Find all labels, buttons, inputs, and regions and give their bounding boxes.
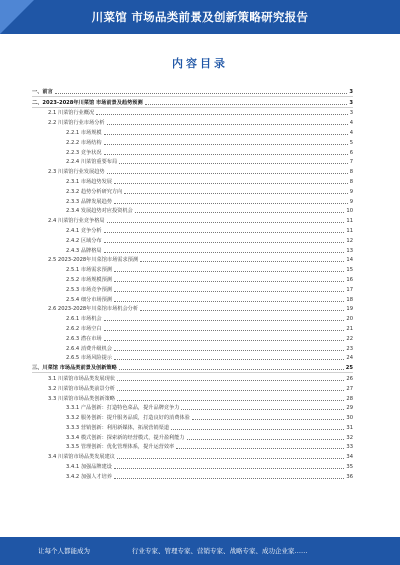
toc-entry[interactable] <box>32 323 353 333</box>
toc-entry[interactable] <box>32 471 353 481</box>
toc-entry[interactable] <box>32 196 353 206</box>
toc-entry[interactable] <box>32 432 353 442</box>
toc-leader-dots <box>107 124 348 125</box>
toc-leader-dots <box>187 439 345 440</box>
table-of-contents <box>32 86 353 481</box>
toc-entry[interactable] <box>32 412 353 422</box>
toc-entry-text: 2.6.5 市场风险提示 <box>66 355 112 362</box>
toc-heading: 内容目录 <box>172 57 228 70</box>
toc-page-number: 33 <box>346 444 353 451</box>
toc-entry[interactable] <box>32 422 353 432</box>
toc-leader-dots <box>104 252 345 253</box>
toc-entry-text: 2.1 川菜馆行业概况 <box>48 110 95 117</box>
toc-entry-text: 3.3.2 服务创新：提升服务品质，打造良好的消费体验 <box>66 415 190 422</box>
toc-leader-dots <box>104 340 345 341</box>
report-title: 川菜馆 市场品类前景及创新策略研究报告 <box>91 10 309 24</box>
toc-entry-text: 2.3.1 市场趋势发展 <box>66 178 112 185</box>
toc-leader-dots <box>114 301 344 302</box>
toc-entry[interactable] <box>32 383 353 393</box>
toc-leader-dots <box>124 193 347 194</box>
toc-entry[interactable] <box>32 284 353 294</box>
toc-entry-text: 一、前言 <box>32 88 53 95</box>
toc-page-number: 4 <box>349 129 353 136</box>
toc-entry-text: 2.3.3 品牌发展趋势 <box>66 198 112 205</box>
toc-page-number: 9 <box>349 188 353 195</box>
toc-entry-text: 3.2 川菜馆市场品类前景分析 <box>48 385 115 392</box>
toc-entry[interactable] <box>32 304 353 314</box>
toc-page-number: 36 <box>346 473 353 480</box>
toc-leader-dots <box>140 310 344 311</box>
toc-page-number: 16 <box>346 276 353 283</box>
toc-entry[interactable] <box>32 166 353 176</box>
toc-page-number: 35 <box>346 464 353 471</box>
toc-page-number: 18 <box>346 296 353 303</box>
toc-page-number: 14 <box>346 257 353 264</box>
toc-leader-dots <box>117 458 344 459</box>
toc-entry[interactable] <box>32 225 353 235</box>
toc-entry[interactable] <box>32 373 353 383</box>
toc-page-number: 32 <box>346 434 353 441</box>
toc-leader-dots <box>114 468 344 469</box>
toc-page-number: 31 <box>346 424 353 431</box>
toc-leader-dots <box>117 380 344 381</box>
toc-entry[interactable] <box>32 147 353 157</box>
toc-entry-text: 2.3 川菜馆行业发展趋势 <box>48 169 105 176</box>
toc-leader-dots <box>114 359 344 360</box>
toc-leader-dots <box>181 409 344 410</box>
toc-entry-text: 2.4.3 品牌格局 <box>66 247 102 254</box>
toc-entry[interactable] <box>32 264 353 274</box>
toc-entry[interactable] <box>32 186 353 196</box>
toc-leader-dots <box>96 114 347 115</box>
toc-entry-text: 2.5.2 市场规模预测 <box>66 276 112 283</box>
toc-entry-text: 3.4 川菜馆市场品类发展建议 <box>48 454 115 461</box>
toc-leader-dots <box>104 320 345 321</box>
toc-entry-text: 2.4.2 区域分布 <box>66 237 102 244</box>
toc-leader-dots <box>171 429 344 430</box>
toc-entry-text: 2.3.4 发展趋势对应投资机会 <box>66 208 133 215</box>
toc-entry-text: 2.5.4 细分市场预测 <box>66 296 112 303</box>
toc-leader-dots <box>114 183 348 184</box>
toc-entry[interactable] <box>32 235 353 245</box>
toc-page-number: 23 <box>346 345 353 352</box>
toc-entry-text: 3.3.5 管理创新：优化管理体系，提升运营效率 <box>66 444 175 451</box>
toc-leader-dots <box>114 281 344 282</box>
toc-page-number: 17 <box>346 286 353 293</box>
toc-page-number: 26 <box>346 375 353 382</box>
toc-entry-text: 3.3.3 营销创新：利用新媒体，拓展营销渠道 <box>66 424 170 431</box>
toc-page-number: 13 <box>346 247 353 254</box>
toc-entry[interactable] <box>32 353 353 363</box>
toc-entry-text: 2.5 2023-2028年川菜馆市场需求预测 <box>48 257 139 264</box>
header-bar <box>0 0 400 34</box>
toc-page-number: 34 <box>346 454 353 461</box>
toc-page-number: 11 <box>346 218 353 225</box>
toc-entry-text: 2.2.4 川菜馆重要布局 <box>66 159 118 166</box>
toc-leader-dots <box>104 134 348 135</box>
toc-leader-dots <box>55 93 348 94</box>
toc-page-number: 12 <box>346 237 353 244</box>
toc-entry-text: 2.4 川菜馆行业竞争格局 <box>48 218 105 225</box>
toc-page-number: 22 <box>346 335 353 342</box>
toc-page-number: 25 <box>345 365 353 372</box>
toc-page-number: 27 <box>346 385 353 392</box>
toc-page-number: 5 <box>349 139 353 146</box>
toc-page-number: 3 <box>349 99 353 106</box>
toc-entry-text: 2.3.2 趋势分析研究方向 <box>66 188 123 195</box>
toc-entry-text: 2.6.3 潜在市场 <box>66 335 102 342</box>
toc-page-number: 8 <box>349 178 353 185</box>
toc-leader-dots <box>117 400 344 401</box>
toc-page-number: 3 <box>349 110 353 117</box>
toc-leader-dots <box>117 390 344 391</box>
toc-entry-text: 3.4.1 加强品牌建设 <box>66 464 112 471</box>
toc-page-number: 20 <box>346 316 353 323</box>
toc-entry-text: 2.2.1 市场规模 <box>66 129 102 136</box>
footer-tagline: 行业专家、管理专家、营销专家、战略专家、成功企业家…… <box>132 547 308 555</box>
toc-leader-dots <box>114 203 348 204</box>
toc-page-number: 19 <box>346 306 353 313</box>
toc-entry[interactable] <box>32 86 353 97</box>
toc-entry[interactable] <box>32 451 353 461</box>
toc-leader-dots <box>107 222 345 223</box>
toc-entry[interactable] <box>32 255 353 265</box>
toc-entry[interactable] <box>32 343 353 353</box>
toc-entry-text: 二、2023-2028年川菜馆 市场前景及趋势预测 <box>32 99 143 106</box>
toc-leader-dots <box>145 104 348 105</box>
toc-entry[interactable] <box>32 274 353 284</box>
toc-entry-text: 2.2 川菜馆行业市场分析 <box>48 120 105 127</box>
toc-entry-text: 2.6.1 市场机会 <box>66 316 102 323</box>
toc-entry[interactable] <box>32 137 353 147</box>
toc-leader-dots <box>192 419 345 420</box>
toc-leader-dots <box>104 144 348 145</box>
toc-entry[interactable] <box>32 127 353 137</box>
toc-entry[interactable] <box>32 206 353 216</box>
footer-bar <box>0 537 400 565</box>
toc-entry[interactable] <box>32 117 353 127</box>
toc-entry-text: 2.5.1 市场需求预测 <box>66 267 112 274</box>
toc-leader-dots <box>114 478 344 479</box>
toc-entry[interactable] <box>32 97 353 108</box>
toc-leader-dots <box>140 261 344 262</box>
toc-page-number: 30 <box>346 415 353 422</box>
toc-entry[interactable] <box>32 245 353 255</box>
toc-entry[interactable] <box>32 215 353 225</box>
toc-leader-dots <box>104 232 345 233</box>
toc-entry[interactable] <box>32 393 353 403</box>
toc-page-number: 4 <box>349 120 353 127</box>
toc-entry-text: 2.2.2 市场结构 <box>66 139 102 146</box>
toc-page-number: 11 <box>346 227 353 234</box>
toc-page-number: 24 <box>346 355 353 362</box>
toc-page-number: 15 <box>346 267 353 274</box>
toc-leader-dots <box>114 350 344 351</box>
toc-leader-dots <box>107 173 348 174</box>
toc-page-number: 21 <box>346 325 353 332</box>
toc-leader-dots <box>114 271 344 272</box>
toc-entry-text: 3.3 川菜馆市场品类创新策略 <box>48 395 115 402</box>
toc-entry[interactable] <box>32 176 353 186</box>
toc-entry[interactable] <box>32 403 353 413</box>
toc-page-number: 29 <box>346 405 353 412</box>
toc-entry-text: 3.3.1 产品创新：打造特色菜品，提升品牌竞争力 <box>66 405 180 412</box>
toc-entry[interactable] <box>32 362 353 373</box>
footer-slogan: 让每个人都能成为 <box>38 547 90 555</box>
toc-leader-dots <box>119 369 344 370</box>
toc-leader-dots <box>119 163 348 164</box>
toc-page-number: 3 <box>349 88 353 95</box>
toc-leader-dots <box>176 448 344 449</box>
toc-entry-text: 3.4.2 加强人才培养 <box>66 473 112 480</box>
toc-entry-text: 2.4.1 竞争分析 <box>66 227 102 234</box>
toc-entry-text: 2.6 2023-2028年川菜馆市场机会分析 <box>48 306 139 313</box>
toc-page-number: 8 <box>349 169 353 176</box>
toc-entry-text: 2.2.3 竞争状况 <box>66 149 102 156</box>
toc-entry[interactable] <box>32 108 353 118</box>
toc-leader-dots <box>104 242 345 243</box>
toc-entry-text: 2.6.2 市场空白 <box>66 325 102 332</box>
toc-entry[interactable] <box>32 313 353 323</box>
toc-entry[interactable] <box>32 157 353 167</box>
toc-page-number: 28 <box>346 395 353 402</box>
toc-entry-text: 2.6.4 消费升级机会 <box>66 345 112 352</box>
toc-page-number: 9 <box>349 198 353 205</box>
toc-entry[interactable] <box>32 294 353 304</box>
toc-entry-text: 3.3.4 模式创新：探索新的经营模式，提升盈利能力 <box>66 434 185 441</box>
toc-entry[interactable] <box>32 461 353 471</box>
toc-leader-dots <box>135 212 345 213</box>
toc-entry-text: 三、川菜馆 市场品类前景及创新策略 <box>32 365 117 372</box>
toc-leader-dots <box>114 291 344 292</box>
toc-leader-dots <box>104 154 348 155</box>
toc-entry[interactable] <box>32 442 353 452</box>
toc-entry-text: 3.1 川菜馆市场品类发展现状 <box>48 375 115 382</box>
toc-leader-dots <box>104 330 345 331</box>
toc-page-number: 6 <box>349 149 353 156</box>
toc-page-number: 7 <box>349 159 353 166</box>
toc-entry-text: 2.5.3 市场竞争预测 <box>66 286 112 293</box>
toc-page-number: 10 <box>346 208 353 215</box>
toc-entry[interactable] <box>32 333 353 343</box>
